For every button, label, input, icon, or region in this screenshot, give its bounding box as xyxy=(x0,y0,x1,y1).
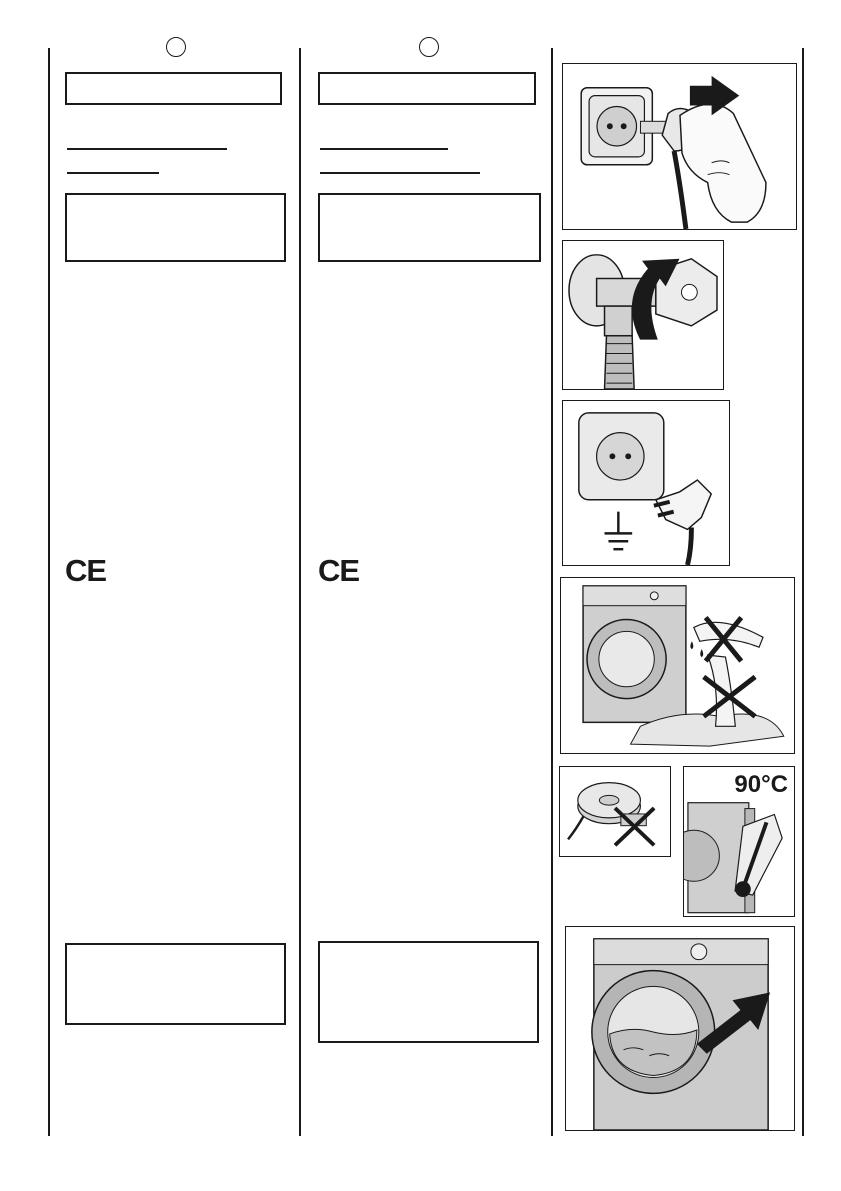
notice-box-col2-bottom xyxy=(318,941,539,1043)
door-water-level-icon xyxy=(566,927,794,1130)
column-divider-right xyxy=(802,48,804,1136)
close-water-tap-icon xyxy=(563,241,723,389)
subheading-underline-col2-b xyxy=(320,172,480,174)
no-wet-hands-icon xyxy=(561,578,794,753)
language-marker-circle-col2 xyxy=(419,37,439,57)
earthed-socket-icon xyxy=(563,401,729,565)
earth-socket-figure xyxy=(562,400,730,566)
column-divider-middle-right xyxy=(551,48,553,1136)
column-divider-left xyxy=(48,48,50,1136)
temperature-figure xyxy=(683,766,795,917)
unplug-figure xyxy=(562,63,797,230)
temperature-label: 90°C xyxy=(734,771,788,798)
subheading-underline-col1-a xyxy=(67,148,227,150)
column-divider-middle-left xyxy=(299,48,301,1136)
extension-reel-figure xyxy=(559,766,671,857)
door-water-figure xyxy=(565,926,795,1131)
notice-box-col1-top xyxy=(65,193,286,262)
ce-mark-col2: CE xyxy=(318,553,360,588)
tap-figure xyxy=(562,240,724,390)
unplug-mains-plug-icon xyxy=(563,64,796,229)
ce-mark-col1: CE xyxy=(65,553,107,588)
notice-box-col1-bottom xyxy=(65,943,286,1025)
subheading-underline-col2-a xyxy=(320,148,448,150)
notice-box-col2-top xyxy=(318,193,541,262)
subheading-underline-col1-b xyxy=(67,172,159,174)
language-marker-circle-col1 xyxy=(166,37,186,57)
section-title-box-col1 xyxy=(65,72,282,105)
section-title-box-col2 xyxy=(318,72,536,105)
wet-warning-figure xyxy=(560,577,795,754)
no-extension-reel-icon xyxy=(560,767,670,856)
